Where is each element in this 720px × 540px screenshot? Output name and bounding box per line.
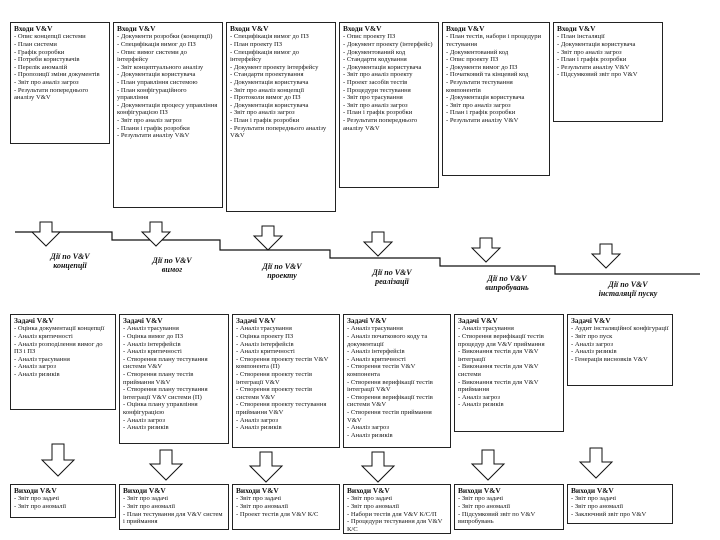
box-line-item: - Заключний звіт про V&V [571, 510, 647, 518]
box-line-item: - Створення проекту тестування приймання V&V [236, 401, 329, 416]
task-box-design [232, 314, 340, 448]
box-title: Входи V&V [446, 24, 485, 33]
box-line-item: - Звіт про задачі [14, 495, 60, 503]
box-line-item: - Документація користувача [557, 41, 636, 48]
box-line-item: - Створення тестів V&V компонента [347, 363, 417, 378]
box-line-item: - Аналіз початкового коду та документації [347, 333, 429, 348]
box-title: Задачі V&V [571, 316, 611, 325]
box-line-item: - Створення верифікації тестів системи V&V [347, 393, 435, 409]
box-title: Входи V&V [117, 24, 156, 33]
output-box-implementation [343, 484, 451, 534]
box-line-item: - Створення верифікації тестів інтеграції V&V [347, 378, 435, 394]
task-box-requirements [119, 314, 229, 444]
box-title: Входи V&V [230, 24, 269, 33]
box-title: Виходи V&V [571, 486, 614, 495]
box-line-item: - Підсумковий звіт по V&V випробувань [458, 510, 537, 526]
box-line-item: - План і графік розробки [230, 116, 300, 124]
box-line-item: - План тестування для V&V систем і приймання [123, 510, 225, 526]
box-line-item: - Аналіз критичності [347, 355, 406, 363]
box-line-item: - Результати тестування компонентів [446, 78, 515, 94]
box-line-item: - Пропозиції зміни документів [14, 71, 100, 79]
down-arrow-icon [32, 222, 60, 246]
down-arrow-icon [580, 448, 612, 478]
activity-label-design: Дії по V&V проекту [262, 262, 302, 280]
box-line-item: - План системи [14, 41, 57, 48]
down-arrow-icon [142, 222, 170, 246]
box-line-item: - Документація користувача [230, 78, 309, 86]
box-lines [347, 495, 447, 533]
box-lines [557, 33, 659, 79]
activity-label-concept: Дії по V&V концепції [50, 252, 90, 270]
box-line-item: - Специфікація вимог до ПЗ [117, 41, 196, 48]
activity-label-testing: Дії по V&V випробувань [485, 274, 529, 292]
output-box-testing [454, 484, 564, 530]
box-lines [117, 33, 219, 139]
box-line-item: - Аналіз інтерфейсів [347, 348, 405, 356]
box-line-item: - Звіт про аналіз загроз [117, 116, 182, 124]
box-line-item: - Стандарти кодування [343, 56, 407, 64]
box-line-item: - Генерація висновків V&V [571, 355, 648, 363]
box-title: Входи V&V [343, 24, 382, 33]
box-line-item: - Звіт про задачі [458, 495, 504, 503]
output-box-installation [567, 484, 673, 524]
box-line-item: - Оцінка плану управління конфігурацією [123, 401, 200, 416]
box-line-item: - Звіт про трасування [343, 94, 403, 102]
down-arrow-icon [472, 238, 500, 262]
box-line-item: - Аналіз трасування [347, 325, 403, 333]
box-line-item: - Створення тестів приймання V&V [347, 408, 434, 424]
box-line-item: - Аналіз загроз [123, 416, 165, 424]
box-line-item: - Аналіз ризиків [347, 431, 393, 439]
box-line-item: - Аналіз трасування [123, 325, 179, 333]
box-line-item: - Документація процесу управління конфігурацією ПЗ [117, 101, 219, 117]
box-line-item: - Звіт концептуального аналізу [117, 63, 204, 71]
box-line-item: - Результати аналізу V&V [117, 132, 190, 140]
box-lines [14, 33, 106, 101]
box-line-item: - Створення проекту тестів V&V компонента (П) [236, 355, 330, 371]
output-box-concept [10, 484, 116, 518]
box-line-item: - Опис проекту ПЗ [343, 33, 396, 41]
box-line-item: - Аналіз критичності [14, 333, 73, 340]
box-line-item: - Аналіз критичності [236, 348, 295, 356]
box-line-item: - Створення проекту тестів інтеграції V&V [236, 370, 314, 386]
box-line-item: - План тестів, набори і процедури тестування [446, 33, 543, 48]
box-lines [458, 495, 560, 525]
activity-label-requirements: Дії по V&V вимог [152, 256, 192, 274]
task-box-installation [567, 314, 673, 386]
box-line-item: - Виконання тестів для V&V приймання [458, 378, 541, 394]
box-line-item: - Документи розробки (концепції) [117, 33, 213, 41]
box-line-item: - План управління системою [117, 78, 198, 86]
box-title: Виходи V&V [236, 486, 279, 495]
box-line-item: - Проект засобів тестів [343, 78, 408, 86]
task-box-testing [454, 314, 564, 432]
box-line-item: - Документація користувача [446, 94, 525, 102]
box-line-item: - Аналіз загроз [14, 363, 56, 371]
box-line-item: - Звіт про аномалії [571, 503, 624, 510]
box-line-item: - План і графік розробки [446, 109, 516, 117]
activity-label-installation: Дії по V&V інсталяції пуску [598, 280, 658, 298]
box-line-item: - Звіт про аналіз загроз [446, 101, 511, 109]
box-line-item: - Створення плану тестів приймання V&V [123, 370, 195, 386]
down-arrow-icon [250, 452, 282, 482]
box-line-item: - Аналіз розподілення вимог до ПЗ і ПЗ [14, 340, 105, 356]
input-box-installation [553, 22, 663, 122]
box-line-item: - Набори тестів для V&V К/С/П [347, 510, 437, 518]
box-lines [236, 325, 336, 431]
box-title: Задачі V&V [458, 316, 498, 325]
box-line-item: - Звіт про аналіз загроз [14, 78, 79, 86]
input-box-design [226, 22, 336, 212]
input-box-concept [10, 22, 110, 144]
box-line-item: - Результати аналізу V&V [446, 116, 519, 124]
output-arrows [42, 444, 612, 482]
box-line-item: - Звіт про пуск [571, 333, 613, 340]
box-line-item: - Виконання тестів для V&V системи [458, 363, 541, 378]
box-line-item: - Звіт про аномалії [14, 503, 67, 510]
input-box-implementation [339, 22, 439, 188]
box-line-item: - Звіт про аномалії [123, 503, 176, 510]
box-line-item: - Документація користувача [117, 71, 196, 79]
box-line-item: - Аналіз ризиків [458, 401, 504, 409]
box-line-item: - Аналіз ризиків [123, 424, 169, 432]
box-line-item: - Оцінка документації концепції [14, 325, 105, 333]
box-lines [14, 325, 112, 378]
down-arrow-icon [254, 226, 282, 250]
box-line-item: - Процедури тестування [343, 86, 411, 94]
box-line-item: - Аналіз загроз [236, 416, 278, 424]
box-line-item: - План і графік розробки [557, 56, 627, 64]
box-line-item: - Звіт про аномалії [347, 503, 400, 510]
box-line-item: - Плани і графік розробки [117, 124, 190, 132]
box-line-item: - Аналіз трасування [236, 325, 292, 333]
task-box-implementation [343, 314, 451, 448]
box-line-item: - Аналіз трасування [14, 355, 70, 363]
box-line-item: - Оцінка проекту ПЗ [236, 333, 294, 340]
box-line-item: - Звіт про аномалії [236, 503, 289, 510]
box-line-item: - Опис проекту ПЗ [446, 56, 499, 64]
box-lines [571, 495, 669, 518]
box-line-item: - Звіт про аналіз проекту [343, 71, 413, 79]
box-line-item: - Специфікація вимог до інтерфейсу [230, 48, 301, 64]
box-lines [571, 325, 669, 363]
box-line-item: - Перелік аномалій [14, 63, 68, 71]
box-line-item: - Стандарти проектування [230, 71, 304, 79]
input-box-requirements [113, 22, 223, 208]
box-line-item: - Документ проекту (інтерфейс) [343, 41, 433, 48]
box-lines [123, 325, 225, 431]
box-line-item: - Виконання тестів для V&V інтеграції [458, 348, 541, 363]
box-lines [347, 325, 447, 439]
box-line-item: - Аналіз ризиків [236, 424, 282, 432]
output-box-requirements [119, 484, 229, 530]
box-line-item: - Створення плану тестування системи V&V [123, 355, 210, 371]
box-line-item: - Проект тестів для V&V К/С [236, 510, 319, 518]
down-arrow-icon [364, 232, 392, 256]
box-line-item: - Опис вимог системи до інтерфейсу [117, 48, 189, 64]
box-line-item: - Аналіз загроз [458, 393, 500, 401]
box-line-item: - Результати попереднього аналізу V&V [343, 116, 419, 132]
box-line-item: - Підсумковий звіт про V&V [557, 71, 638, 79]
box-line-item: - Звіт про задачі [347, 495, 393, 503]
box-line-item: - Протоколи вимог до ПЗ [230, 94, 301, 102]
box-line-item: - Процедури тестування для V&V К/С [347, 518, 444, 533]
box-title: Виходи V&V [458, 486, 501, 495]
box-line-item: - Документ проекту інтерфейсу [230, 63, 319, 71]
box-line-item: - Специфікація вимог до ПЗ [230, 33, 309, 41]
box-line-item: - Результати попереднього аналізу V&V [14, 86, 90, 102]
down-arrow-icon [150, 450, 182, 480]
box-line-item: - Аналіз загроз [571, 340, 613, 348]
box-lines [446, 33, 546, 124]
box-line-item: - Документація користувача [343, 63, 422, 71]
box-line-item: - Звіт про задачі [236, 495, 282, 503]
box-line-item: - Потреби користувачів [14, 56, 80, 64]
box-line-item: - Звіт про аналіз концепції [230, 86, 305, 94]
down-arrow-icon [42, 444, 74, 476]
box-line-item: - Документований код [343, 48, 406, 56]
box-lines [230, 33, 332, 139]
box-lines [343, 33, 435, 132]
box-line-item: - Оцінка вимог до ПЗ [123, 333, 184, 340]
box-line-item: - Аналіз ризиків [571, 348, 617, 356]
box-title: Задачі V&V [123, 316, 163, 325]
box-line-item: - Створення верифікації тестів процедур для V&V приймання [458, 333, 546, 348]
box-title: Задачі V&V [347, 316, 387, 325]
box-line-item: - Аналіз інтерфейсів [236, 340, 294, 348]
box-lines [458, 325, 560, 409]
box-line-item: - Початковий та кінцевий код [446, 71, 529, 79]
activity-label-implementation: Дії по V&V реалізації [372, 268, 412, 286]
box-line-item: - План інсталяції [557, 33, 605, 41]
box-line-item: - Документи вимог до ПЗ [446, 63, 518, 71]
box-line-item: - План конфігураційного управління [117, 86, 189, 102]
box-line-item: - План і графік розробки [343, 109, 413, 117]
box-line-item: - Документований код [446, 48, 509, 56]
box-lines [123, 495, 225, 525]
box-line-item: - Документація користувача [230, 101, 309, 109]
box-title: Входи V&V [557, 24, 596, 33]
box-line-item: - Звіт про аналіз загроз [557, 48, 622, 56]
box-line-item: - Аналіз загроз [347, 424, 389, 432]
down-arrow-icon [362, 452, 394, 482]
box-title: Задачі V&V [14, 316, 54, 325]
box-title: Виходи V&V [347, 486, 390, 495]
box-title: Виходи V&V [123, 486, 166, 495]
box-line-item: - План проекту ПЗ [230, 41, 283, 48]
box-title: Задачі V&V [236, 316, 276, 325]
box-line-item: - Звіт про задачі [571, 495, 617, 503]
box-line-item: - Створення проекту тестів системи V&V [236, 386, 314, 401]
box-line-item: - Аналіз ризиків [14, 370, 60, 378]
box-title: Входи V&V [14, 24, 53, 33]
box-line-item: - Аналіз інтерфейсів [123, 340, 181, 348]
box-title: Виходи V&V [14, 486, 57, 495]
box-lines [236, 495, 336, 518]
box-line-item: - Аналіз критичності [123, 348, 182, 356]
task-box-concept [10, 314, 116, 410]
box-line-item: - Звіт про задачі [123, 495, 169, 503]
box-line-item: - Опис концепції системи [14, 33, 86, 41]
box-line-item: - Звіт про аналіз загроз [343, 101, 408, 109]
box-line-item: - Створення плану тестування інтеграції V&V системи (П) [123, 386, 210, 401]
box-line-item: - Аналіз трасування [458, 325, 514, 333]
input-box-testing [442, 22, 550, 176]
box-line-item: - Результати попереднього аналізу V&V [230, 124, 328, 140]
box-lines [14, 495, 112, 510]
output-box-design [232, 484, 340, 530]
box-line-item: - Аудит інсталяційної конфігурації [571, 325, 669, 333]
down-arrow-icon [592, 244, 620, 268]
down-arrow-icon [472, 450, 504, 480]
box-line-item: - Звіт про аномалії [458, 503, 511, 510]
box-line-item: - Графік розробки [14, 48, 65, 56]
box-line-item: - Результати аналізу V&V [557, 63, 630, 71]
box-line-item: - Звіт про аналіз загроз [230, 109, 295, 117]
